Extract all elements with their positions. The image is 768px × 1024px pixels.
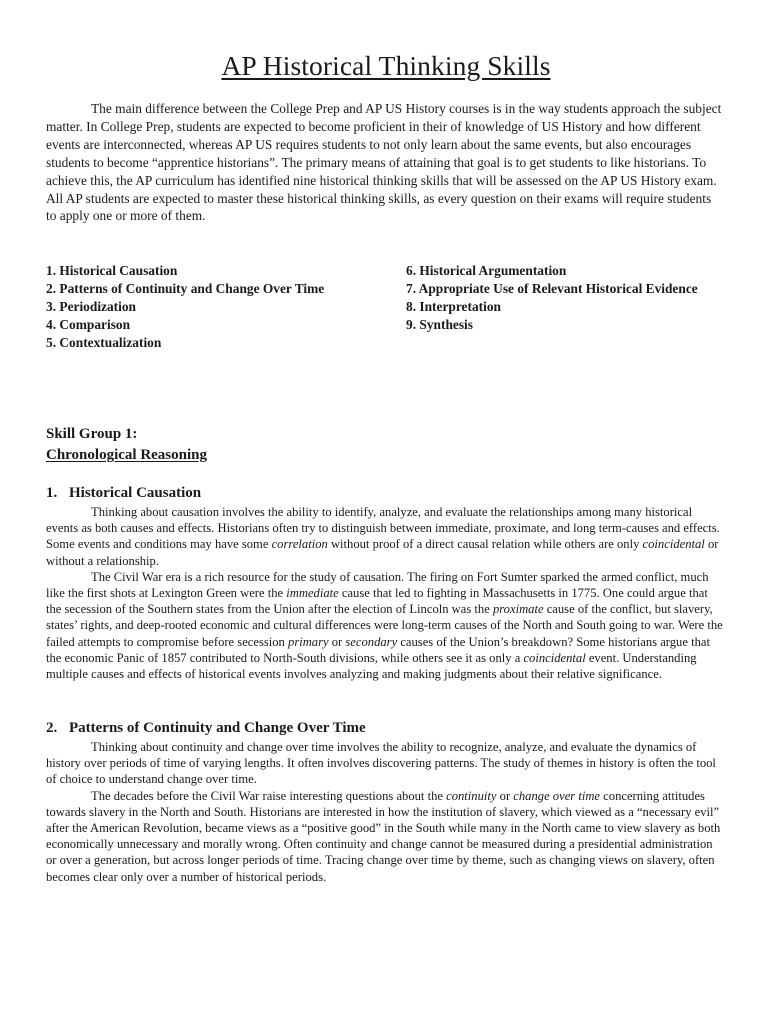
section-body-continuity-change	[46, 739, 724, 885]
skill-item: 8. Interpretation	[406, 298, 501, 314]
section-title: Patterns of Continuity and Change Over Time	[69, 720, 366, 736]
skill-group-heading	[46, 424, 207, 466]
intro-paragraph: The main difference between the College Prep and AP US History courses is in the way students approach the subject matter. In College Prep, students are expected to become proficient in their of knowledge of US History and how different events are interconnected, whereas AP US requires students to not only learn about the same events, but also encourages students to become “apprentice historians”. The primary means of attaining that goal is to get students to like historians. To achieve this, the AP curriculum has identified nine historical thinking skills that will be assessed on the AP US History exam. All AP students are expected to master these historical thinking skills, as every question on their exams will require students to apply one or more of them.	[46, 101, 722, 224]
paragraph: Thinking about continuity and change over time involves the ability to recognize, analyze, and evaluate the dynamics of history over periods of time of varying lengths. It often involves discovering patterns. The study of themes in history is often the tool of choice to understand change over time.	[46, 740, 716, 787]
skill-item: 5. Contextualization	[46, 334, 162, 350]
skills-list-right	[406, 262, 726, 334]
section-heading-continuity-change	[46, 720, 366, 737]
skill-group-label: Skill Group 1:	[46, 426, 138, 442]
paragraph: The decades before the Civil War raise interesting questions about the continuity or change over time concerning attitudes towards slavery in the North and South. Historians are interested in how the institution of slavery, which viewed as a “necessary evil” after the American Revolution, became views as a “positive good” in the South while many in the North came to view slavery as both economically unnecessary and morally wrong. Often continuity and change cannot be measured during a presidential administration or over a generation, but across longer periods of time. Tracing change over time by theme, such as changing views on slavery, often becomes clear only over a number of historical periods.	[46, 788, 721, 884]
skill-item: 9. Synthesis	[406, 316, 473, 332]
section-heading-historical-causation	[46, 485, 201, 502]
skill-item: 6. Historical Argumentation	[406, 263, 567, 278]
section-number: 2.	[46, 720, 58, 736]
paragraph: Thinking about causation involves the ability to identify, analyze, and evaluate the relationships among many historical events as both causes and effects. Historians often try to distinguish between immediate, proximate, and long term-causes and effects. Some events and conditions may have some correlation without proof of a direct causal relation while others are only coincidental or without a relationship.	[46, 505, 720, 568]
skill-item: 2. Patterns of Continuity and Change Over Time	[46, 280, 325, 296]
skill-item: 3. Periodization	[46, 298, 137, 314]
skill-group-name: Chronological Reasoning	[46, 447, 207, 463]
skill-item: 4. Comparison	[46, 316, 131, 332]
skills-list-left	[46, 262, 386, 352]
section-number: 1.	[46, 485, 58, 501]
paragraph: The Civil War era is a rich resource for the study of causation. The firing on Fort Sumter sparked the armed conflict, much like the first shots at Lexington Green were the immediate cause that led to fighting in Massachusetts in 1775. One could argue that the secession of the Southern states from the Union after the election of Lincoln was the proximate cause of the conflict, but slavery, states’ rights, and deep-rooted economic and cultural differences were long-term causes of the North and South going to war. Were the failed attempts to compromise before secession primary or secondary causes of the Union’s breakdown? Some historians argue that the economic Panic of 1857 contributed to North-South divisions, while others see it as only a coincidental event. Understanding multiple causes and effects of historical events involves analyzing and making judgments about their relative significance.	[46, 569, 723, 682]
skill-item: 7. Appropriate Use of Relevant Historical Evidence	[406, 280, 698, 296]
document-title: AP Historical Thinking Skills	[221, 50, 551, 81]
section-title: Historical Causation	[69, 485, 202, 501]
section-body-historical-causation	[46, 504, 724, 682]
skill-item: 1. Historical Causation	[46, 263, 178, 278]
